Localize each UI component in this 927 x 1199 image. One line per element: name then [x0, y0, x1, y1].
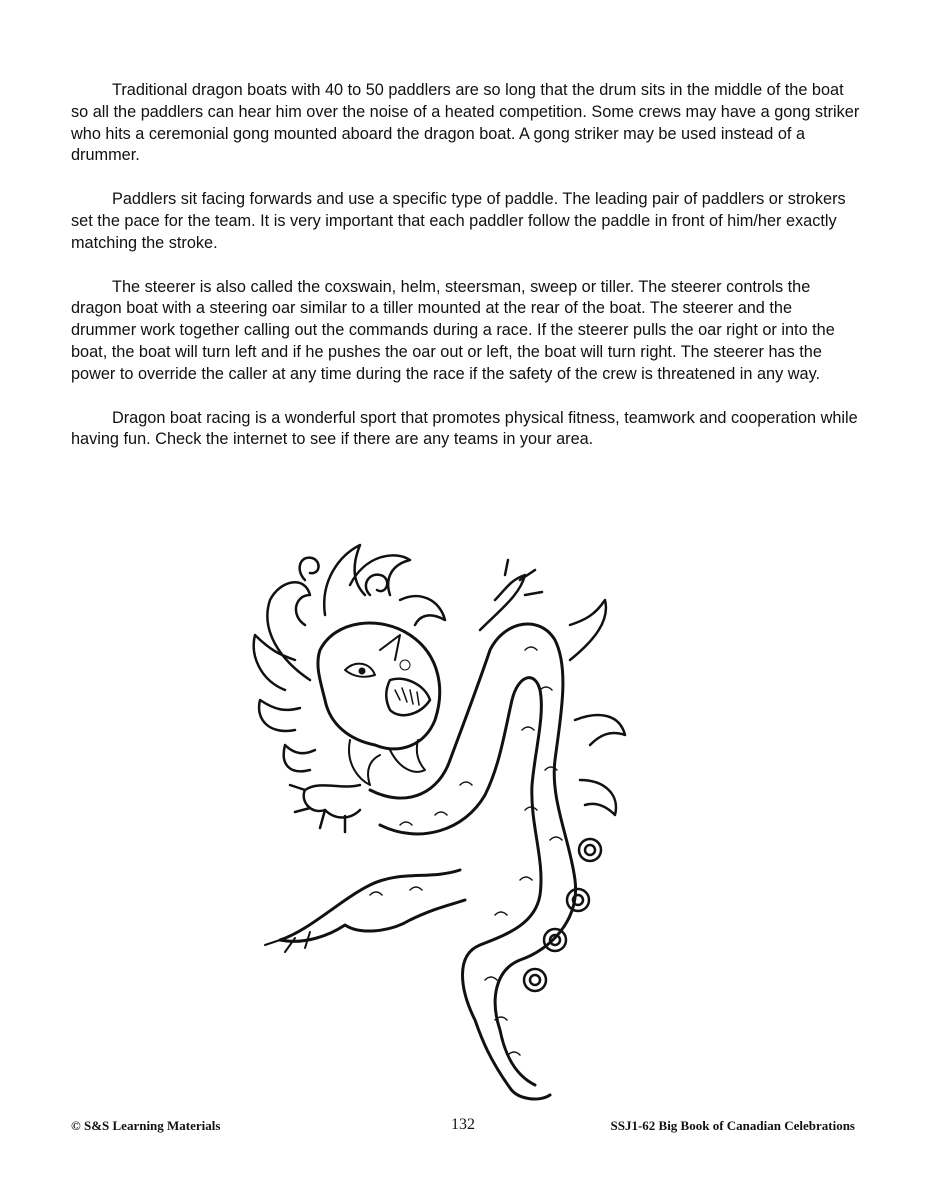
paragraph-drummer: Traditional dragon boats with 40 to 50 paddlers are so long that the drum sits in the middle of the boat so all the paddlers can hear him over the noise of a heated competition. Some crews may have a gong striker who hits a ceremonial gong mounted aboard the dragon boat. A gong striker may be used instead of a drummer.	[71, 81, 860, 165]
page-footer	[71, 1116, 855, 1136]
footer-book-title: SSJ1-62 Big Book of Canadian Celebrations	[610, 1118, 855, 1133]
paragraph-conclusion: Dragon boat racing is a wonderful sport that promotes physical fitness, teamwork and cooperation while having fun. Check the internet to see if there are any teams in your area.	[71, 408, 858, 449]
paragraph-steerer: The steerer is also called the coxswain, helm, steersman, sweep or tiller. The steerer controls the dragon boat with a steering oar similar to a tiller mounted at the rear of the boat. The steerer and the drummer work together calling out the commands during a race. If the steerer pulls the oar right or into the boat, the boat will turn left and if he pushes the oar out or left, the boat will turn right. The steerer has the power to override the caller at any time during the race if the safety of the crew is threatened in any way.	[71, 277, 835, 383]
body-text	[71, 80, 861, 473]
footer-publisher: © S&S Learning Materials	[71, 1118, 221, 1133]
dragon-illustration	[250, 540, 635, 1105]
paragraph-paddlers: Paddlers sit facing forwards and use a specific type of paddle. The leading pair of paddlers or strokers set the pace for the team. It is very important that each paddler follow the paddle in front of him/her exactly matching the stroke.	[71, 190, 846, 252]
page-number: 132	[451, 1116, 475, 1133]
